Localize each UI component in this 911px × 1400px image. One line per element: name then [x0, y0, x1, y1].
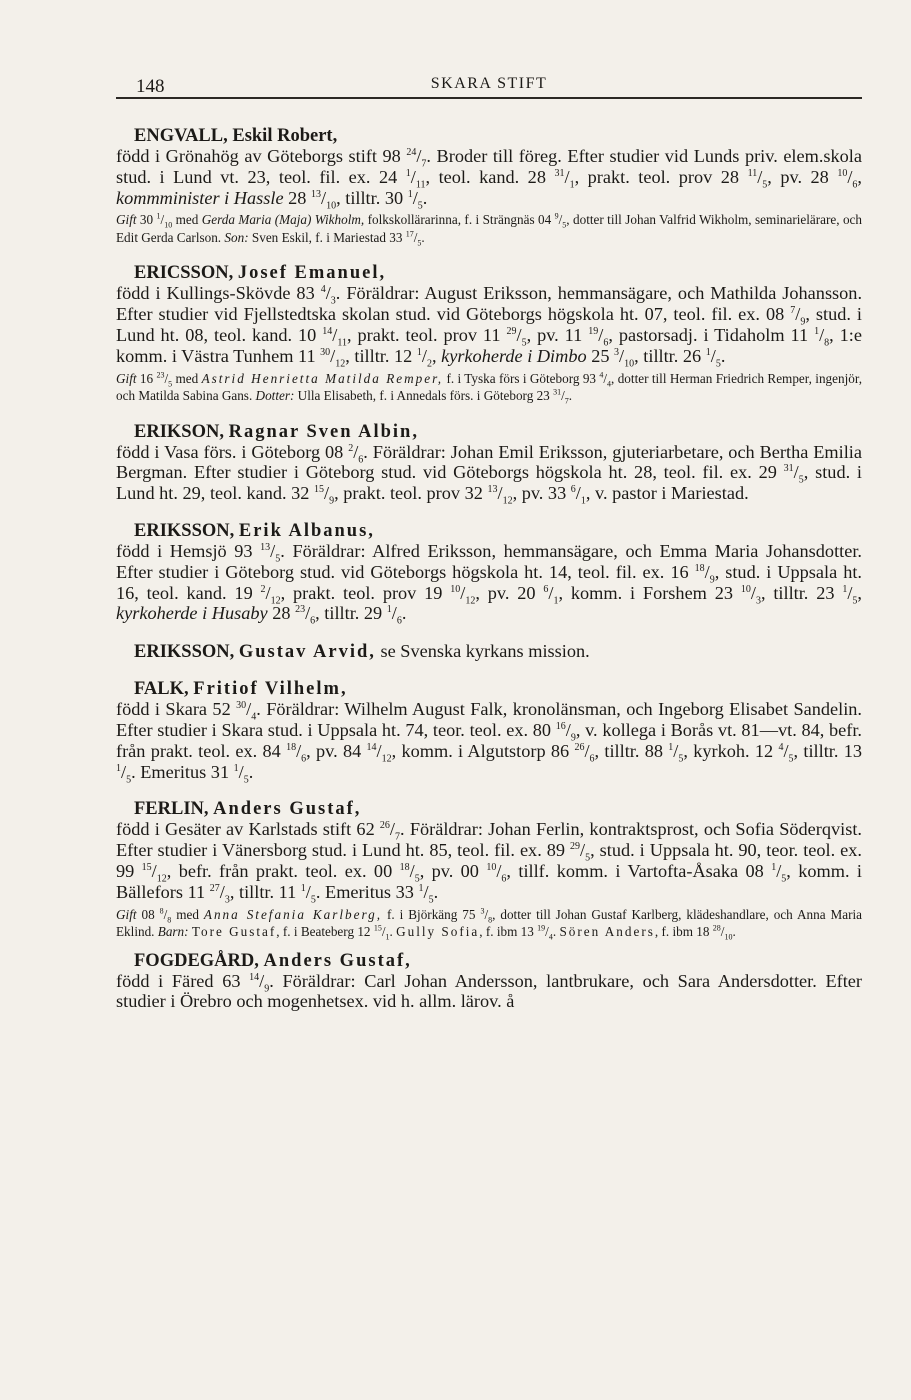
- entries-list: [116, 126, 862, 1029]
- entry-name: [116, 799, 862, 819]
- entry-body: född i Hemsjö 93 $^{13}/_5$. Föräldrar: Alfred Eriksson, hemmansägare, och Emma Maria Johansdotter. Efter studier i Göteborg stud. vid Göteborgs högskola ht. 14, teol. fil. ex. 16 $^{18}/_9$, stud. i Uppsala ht. 16, teol. kand. 19 $^2/_{12}$, prakt. teol. prov 19 $^{10}/_{12}$, pv. 20 $^6/_1$, komm. i Forshem 23 $^{10}/_3$, tilltr. 23 $^1/_5$, kyrkoherde i Husaby 28 $^{23}/_6$, tilltr. 29 $^1/_6$.: [116, 540, 862, 628]
- entry-body: född i Skara 52 $^{30}/_4$. Föräldrar: Wilhelm August Falk, kronolänsman, och Ingeborg Elisabet Sandelin. Efter studier i Skara stud. i Uppsala ht. 74, teor. teol. ex. 80 $^{16}/_9$, v. kollega i Borås vt. 81—vt. 84, befr. från prakt. teol. ex. 84 $^{18}/_6$, pv. 84 $^{14}/_{12}$, komm. i Algutstorp 86 $^{26}/_6$, tilltr. 88 $^1/_5$, kyrkoh. 12 $^4/_5$, tilltr. 13 $^1/_5$. Emeritus 31 $^1/_5$.: [116, 699, 863, 786]
- entry-engvall: [116, 126, 862, 246]
- entry-name: [116, 126, 862, 146]
- entry-body: född i Kullings-Skövde 83 $^4/_3$. Föräldrar: August Eriksson, hemmansägare, och Mathilda Johansson. Efter studier vid Fjellstedtska skolan stud. vid Göteborgs högskola ht. 07, teol. fil. ex. 08 $^7/_9$, stud. i Lund ht. 08, teol. kand. 10 $^{14}/_{11}$, prakt. teol. prov 11 $^{29}/_5$, pv. 11 $^{19}/_6$, pastorsadj. i Tidaholm 11 $^1/_8$, 1:e komm. i Västra Tunhem 11 $^{30}/_{12}$, tilltr. 12 $^1/_2$, kyrkoherde i Dimbo 25 $^3/_{10}$, tilltr. 26 $^1/_5$.: [116, 283, 863, 370]
- entry-name: [116, 263, 862, 283]
- entry-surname: ERIKSSON,: [134, 520, 235, 541]
- entry-given-names: Erik Albanus,: [238, 520, 375, 541]
- header-rule: [116, 97, 862, 99]
- entry-family-note: Gift 16 $^{23}/_5$ med Astrid Henrietta Matilda Remper, f. i Tyska förs i Göteborg 93 $^4/_4$, dotter till Herman Friedrich Remper, ingenjör, och Matilda Sabina Gans. Dotter: Ulla Elisabeth, f. i Annedals förs. i Göteborg 23 $^{31}/_7$.: [116, 370, 863, 406]
- entry-surname: FOGDEGÅRD,: [134, 950, 259, 971]
- entry-name: [116, 951, 862, 971]
- entry-given-names: Anders Gustaf,: [213, 799, 362, 820]
- entry-given-names: Eskil Robert,: [232, 126, 338, 146]
- entry-eriksson-erik: [116, 520, 862, 628]
- entry-given-names: Ragnar Sven Albin,: [228, 421, 419, 442]
- entry-body: född i Grönahög av Göteborgs stift 98 $^{24}/_7$. Broder till föreg. Efter studier vid Lunds priv. elem.skola stud. i Lund vt. 23, teol. fil. ex. 24 $^1/_{11}$, teol. kand. 28 $^{31}/_1$, prakt. teol. prov 28 $^{11}/_5$, pv. 28 $^{10}/_6$, kommminister i Hassle 28 $^{13}/_{10}$, tilltr. 30 $^1/_5$.: [116, 146, 863, 212]
- entry-name: [116, 521, 862, 541]
- entry-surname: FALK,: [134, 679, 189, 700]
- entry-ericsson: [116, 263, 862, 404]
- entry-name: [116, 422, 862, 442]
- running-title: SKARA STIFT: [430, 75, 548, 92]
- entry-given-names: Fritiof Vilhelm,: [193, 679, 348, 700]
- entry-name: [116, 679, 862, 699]
- entry-given-names: Josef Emanuel,: [237, 263, 387, 284]
- entry-erikson: [116, 421, 862, 507]
- entry-falk: [116, 679, 863, 786]
- entry-surname: ERIKSSON,: [134, 642, 235, 663]
- entry-body: född i Gesäter av Karlstads stift 62 $^{26}/_7$. Föräldrar: Johan Ferlin, kontraktsprost, och Sofia Söderqvist. Efter studier i Vänersborg stud. i Lund ht. 85, teol. fil. ex. 89 $^{29}/_5$, stud. i Uppsala ht. 90, teor. teol. ex. 99 $^{15}/_{12}$, befr. från prakt. teol. ex. 00 $^{18}/_5$, pv. 00 $^{10}/_6$, tillf. komm. i Vartofta-Åsaka 08 $^1/_5$, komm. i Bällefors 11 $^{27}/_3$, tilltr. 11 $^1/_5$. Emeritus 33 $^1/_5$.: [116, 819, 862, 906]
- entry-family-note: Gift 08 $^8/_8$ med Anna Stefania Karlberg, f. i Björkäng 75 $^3/_8$, dotter till Johan Gustaf Karlberg, klädeshandlare, och Anna Maria Eklind. Barn: Tore Gustaf, f. i Beateberg 12 $^{15}/_1$. Gully Sofia, f. ibm 13 $^{19}/_4$. Sören Anders, f. ibm 18 $^{28}/_{10}$.: [116, 906, 862, 942]
- entry-surname: FERLIN,: [134, 799, 209, 820]
- entry-eriksson-gustav: [116, 641, 862, 662]
- entry-surname: ERIKSON,: [134, 421, 224, 442]
- entry-given-names: Anders Gustaf,: [263, 950, 412, 971]
- entry-surname: ERICSSON,: [134, 263, 234, 284]
- entry-name: [116, 641, 862, 662]
- entry-family-note: Gift 30 $^1/_{10}$ med Gerda Maria (Maja) Wikholm, folkskollärarinna, f. i Strängnäs 04 $^9/_5$, dotter till Johan Valfrid Wikholm, seminarielärare, och Edit Gerda Carlson. Son: Sven Eskil, f. i Mariestad 33 $^{17}/_5$.: [116, 212, 862, 248]
- entry-given-names: Gustav Arvid,: [238, 642, 376, 663]
- page-header: [116, 72, 862, 98]
- entry-fogdegard: [116, 951, 862, 1013]
- entry-body: se Svenska kyrkans mission.: [375, 641, 590, 662]
- entry-ferlin: [116, 799, 862, 940]
- page-number: 148: [136, 76, 165, 97]
- entry-body: född i Vasa förs. i Göteborg 08 $^2/_6$. Föräldrar: Johan Emil Eriksson, gjuteriarbetare, och Bertha Emilia Bergman. Efter studier i Göteborg stud. vid Göteborgs högskola ht. 28, teol. fil. ex. 29 $^{31}/_5$, stud. i Lund ht. 29, teol. kand. 32 $^{15}/_9$, prakt. teol. prov 32 $^{13}/_{12}$, pv. 33 $^6/_1$, v. pastor i Mariestad.: [116, 441, 862, 507]
- entry-body: född i Färed 63 $^{14}/_9$. Föräldrar: Carl Johan Andersson, lantbrukare, och Sara Andersdotter. Efter studier i Örebro och mogenhetsex. vid h. allm. lärov. å: [116, 970, 862, 1012]
- entry-surname: ENGVALL,: [134, 126, 228, 146]
